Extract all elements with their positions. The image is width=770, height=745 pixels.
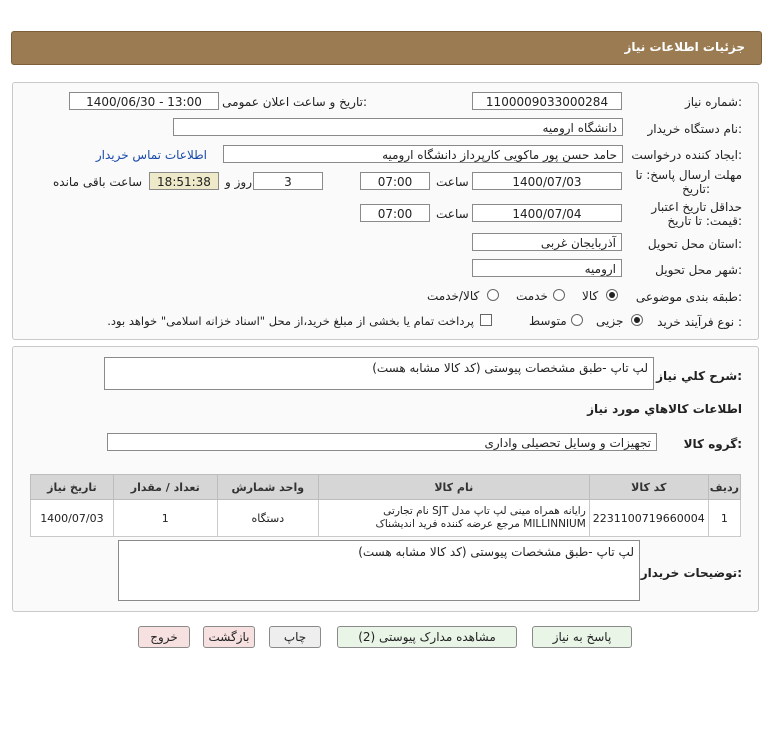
reply-deadline-label-2: تاریخ: [682, 182, 710, 196]
page-title: جزئیات اطلاعات نیاز [624, 40, 745, 54]
category-option-goods-service: کالا/خدمت [427, 289, 480, 303]
cell-date: 1400/07/03 [31, 500, 114, 537]
col-header-row-number: ردیف [708, 475, 740, 500]
summary-field: لپ تاپ -طبق مشخصات پیوستی (کد کالا مشابه هست) [104, 357, 654, 390]
remaining-time-label: ساعت باقی مانده [53, 175, 143, 189]
col-header-name: نام کالا [318, 475, 589, 500]
back-button[interactable]: بازگشت [203, 626, 255, 648]
reply-time-label: ساعت [436, 175, 469, 189]
buyer-org-label: نام دستگاه خریدار: [647, 122, 742, 136]
process-option-medium: متوسط [529, 314, 567, 328]
category-option-service: خدمت [516, 289, 548, 303]
announce-date-label: تاریخ و ساعت اعلان عمومی: [222, 95, 367, 109]
page-header [11, 31, 762, 65]
goods-group-field: تجهیزات و وسایل تحصیلی واداری [107, 433, 657, 451]
treasury-payment-checkbox[interactable] [480, 314, 492, 326]
buyer-contact-link[interactable]: اطلاعات تماس خریدار [95, 148, 207, 162]
cell-row-number: 1 [708, 500, 740, 537]
process-option-minor: جزیی [596, 314, 624, 328]
reply-date-field: 1400/07/03 [472, 172, 622, 190]
table-header-row [31, 475, 741, 500]
view-attachments-button[interactable]: مشاهده مدارک پیوستی (2) [337, 626, 517, 648]
print-button[interactable]: چاپ [269, 626, 321, 648]
buyer-notes-field: لپ تاپ -طبق مشخصات پیوستی (کد کالا مشابه هست) [118, 540, 640, 601]
treasury-payment-note: پرداخت تمام یا بخشی از مبلغ خرید،از محل "اسناد خزانه اسلامی" خواهد بود. [107, 314, 474, 328]
price-validity-label-2: قیمت: تا تاریخ: [667, 214, 742, 228]
price-validity-time-label: ساعت [436, 207, 469, 221]
col-header-unit: واحد شمارش [217, 475, 318, 500]
category-radio-goods[interactable] [606, 289, 618, 301]
days-label: روز و [225, 175, 252, 189]
category-option-goods: کالا [582, 289, 599, 303]
col-header-date: تاریخ نیاز [31, 475, 114, 500]
reply-to-need-button[interactable]: پاسخ به نیاز [532, 626, 632, 648]
province-label: استان محل تحویل: [647, 237, 742, 251]
days-field: 3 [253, 172, 323, 190]
goods-info-title: اطلاعات کالاهاي مورد نياز [587, 402, 742, 416]
col-header-code: کد کالا [589, 475, 708, 500]
category-radio-goods-service[interactable] [487, 289, 499, 301]
goods-group-label: گروه کالا: [683, 437, 742, 451]
creator-label: ایجاد کننده درخواست: [631, 148, 742, 162]
table-row [31, 500, 741, 537]
category-radio-service[interactable] [553, 289, 565, 301]
creator-field: حامد حسن پور ماکویی کارپرداز دانشگاه ارومیه [223, 145, 623, 163]
price-validity-time-field: 07:00 [360, 204, 430, 222]
category-label: طبقه بندی موضوعی: [635, 290, 742, 304]
need-number-field: 1100009033000284 [472, 92, 622, 110]
remaining-time-field: 18:51:38 [149, 172, 219, 190]
exit-button[interactable]: خروج [138, 626, 190, 648]
process-type-label: نوع فرآیند خرید : [657, 315, 742, 329]
need-number-label: شماره نیاز: [684, 95, 742, 109]
col-header-qty: تعداد / مقدار [113, 475, 217, 500]
goods-table [30, 474, 741, 537]
city-label: شهر محل تحویل: [655, 263, 742, 277]
reply-deadline-label: مهلت ارسال پاسخ: تا [635, 168, 742, 182]
process-radio-minor[interactable] [631, 314, 643, 326]
announce-date-field: 1400/06/30 - 13:00 [69, 92, 219, 110]
reply-time-field: 07:00 [360, 172, 430, 190]
buyer-org-field: دانشگاه ارومیه [173, 118, 623, 136]
process-radio-medium[interactable] [571, 314, 583, 326]
buyer-notes-label: توضیحات خریدار: [640, 566, 742, 580]
city-field: ارومیه [472, 259, 622, 277]
summary-label: شرح کلي نياز: [656, 369, 742, 383]
cell-unit: دستگاه [217, 500, 318, 537]
price-validity-label: حداقل تاریخ اعتبار [651, 200, 742, 214]
province-field: آذربایجان غربی [472, 233, 622, 251]
cell-name: رایانه همراه مینی لپ تاپ مدل SJT نام تجارتی MILLINNIUM مرجع عرضه کننده فرید اندیشناک [318, 500, 589, 537]
cell-qty: 1 [113, 500, 217, 537]
price-validity-date-field: 1400/07/04 [472, 204, 622, 222]
cell-code: 2231100719660004 [589, 500, 708, 537]
